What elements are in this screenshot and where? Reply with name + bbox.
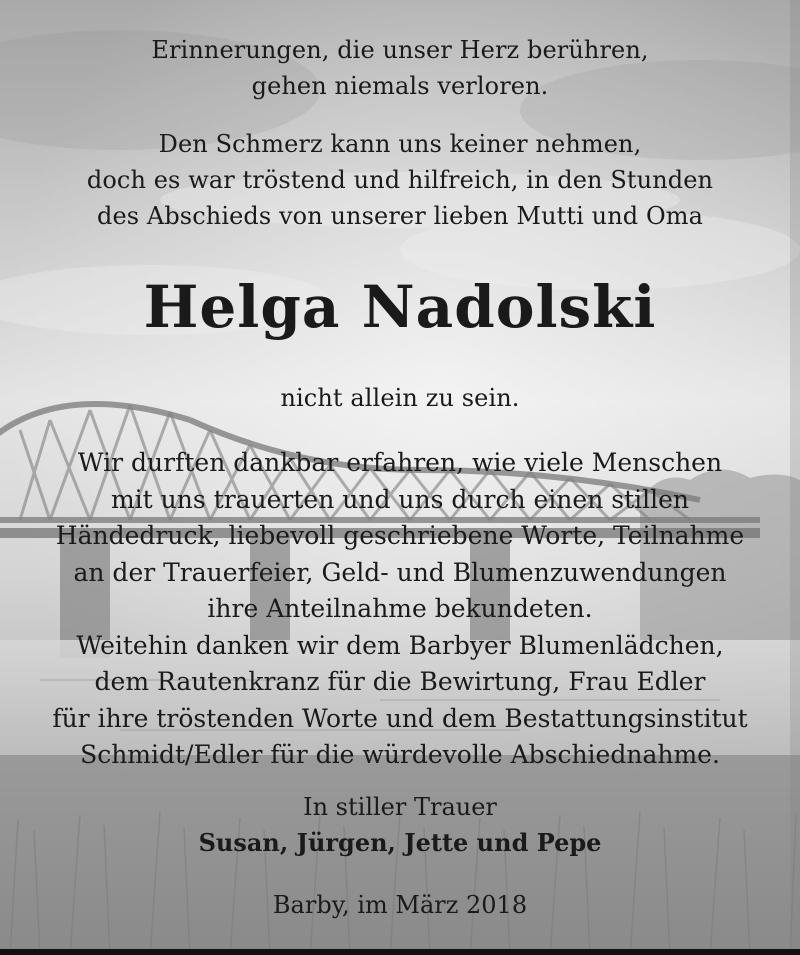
deceased-name: Helga Nadolski [143, 273, 657, 341]
thanks-line: Wir durften dankbar erfahren, wie viele Menschen [77, 448, 723, 477]
verse-line: Erinnerungen, die unser Herz berühren, [151, 36, 649, 64]
thanks-line: mit uns trauerten und uns durch einen stillen [110, 484, 690, 514]
thanks-line: Weitehin danken wir dem Barbyer Blumenlädchen, [76, 630, 724, 660]
intro-verse [0, 32, 800, 104]
thanks-line: Händedruck, liebevoll geschriebene Worte, Teilnahme [55, 521, 745, 550]
verse-line: Den Schmerz kann uns keiner nehmen, [158, 130, 642, 158]
bottom-border [0, 949, 800, 955]
thanks-line: dem Rautenkranz für die Bewirtung, Frau Edler [94, 667, 706, 696]
verse-line: nicht allein zu sein. [280, 384, 520, 412]
family-names: Susan, Jürgen, Jette und Pepe [198, 828, 602, 857]
mourning-line: In stiller Trauer [303, 793, 497, 821]
not-alone-line [0, 380, 800, 416]
thanks-line: an der Trauerfeier, Geld- und Blumenzuwendungen [73, 557, 727, 587]
thanks-line: ihre Anteilnahme bekundeten. [207, 594, 593, 623]
thanks-line: für ihre tröstenden Worte und dem Bestattungsinstitut [52, 703, 748, 733]
thanks-line: Schmidt/Edler für die würdevolle Abschiednahme. [80, 740, 720, 769]
place-date: Barby, im März 2018 [272, 891, 528, 919]
verse-line: gehen niemals verloren. [251, 72, 549, 100]
comfort-verse [0, 126, 800, 234]
thanks-paragraph [0, 445, 800, 774]
verse-line: des Abschieds von unserer lieben Mutti und Oma [97, 202, 703, 230]
verse-line: doch es war tröstend und hilfreich, in den Stunden [86, 166, 714, 194]
